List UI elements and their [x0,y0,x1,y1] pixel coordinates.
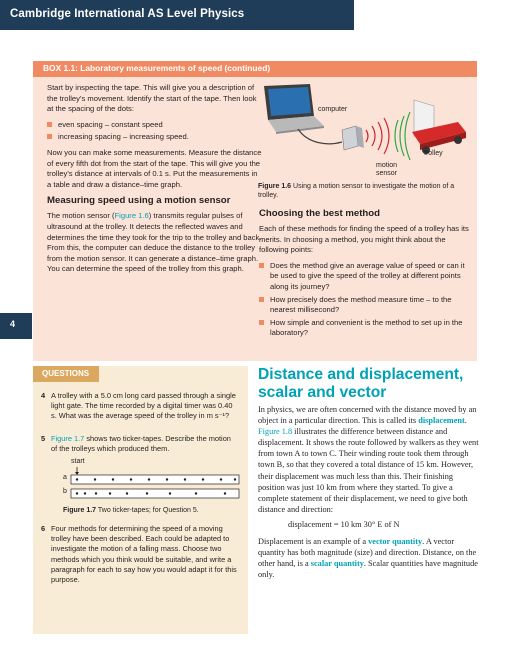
ticker-tapes-illustration [63,458,243,502]
label-tape-a: a [63,474,67,481]
keyword-scalar-quantity: scalar quantity [310,559,364,569]
list-item-text: increasing spacing – increasing speed. [58,132,189,142]
running-header [0,0,354,30]
text-run: . Scalar quantities have magnitude only. [258,559,478,580]
sensor-text-1: The motion sensor ( [47,211,115,221]
figure-1-6 [258,82,468,192]
label-computer: computer [318,106,348,113]
list-item [47,120,263,131]
list-item [259,261,471,293]
text-run: . [464,416,467,426]
measure-paragraph: Now you can make some measurements. Measure the distance of every fifth dot from the start of the tape. This will give you the trolley’s distance at intervals of 0.1 s. Put the measurements in a table and draw a distance–time graph. [47,147,262,189]
motion-sensor-illustration [258,82,468,182]
figure-1-8-link[interactable]: Figure 1.8 [258,427,293,437]
text-run: . A vector quantity has both magnitude (size) and direction. Distance, on the other hand, is a [258,537,477,569]
question-5 [41,434,239,454]
figure-1-6-link[interactable]: Figure 1.6 [114,211,149,221]
paragraph-vector-scalar [258,536,480,580]
sensor-text-2: ) transmits regular pulses of ultrasound at the trolley. It detects the reflected waves and determines the time they took for the trip to the trolley and back. From this, the computer can deduce the distance to the trolley from the motion sensor. It can generate a distance–time graph. You can determine the speed of the trolley from this graph. [47,211,262,274]
sensor-paragraph [47,211,263,275]
bullet-square-icon [259,320,264,325]
motion-sensor-icon [342,126,364,150]
question-6 [41,524,239,585]
label-tape-b: b [63,488,67,495]
caption-text: Two ticker-tapes; for Question 5. [97,507,199,514]
bullet-square-icon [259,297,264,302]
trolley-icon [412,100,466,154]
label-motion-sensor [376,162,397,178]
list-item-text: even spacing – constant speed [58,119,163,129]
figure-1-7 [63,458,243,502]
tape-a-icon [71,475,239,484]
tape-intro: Start by inspecting the tape. This will give you a description of the trolley’s movement. Identify the start of the tape. Then look at the spacing of the dots: [47,83,257,114]
question-text: shows two ticker-tapes. Describe the motion of the trolleys which produced them. [51,434,231,454]
keyword-vector-quantity: vector quantity [368,537,423,547]
section-heading: Distance and displacement, scalar and vector [258,366,464,401]
question-number: 4 [41,391,46,400]
box-left-column [47,83,263,280]
text-run: Displacement is an example of a [258,537,369,547]
cable-icon [298,129,342,144]
box-right-column [259,205,471,344]
list-item-text: How simple and convenient is the method to set up in the laboratory? [270,317,463,338]
ultrasound-waves-icon [366,118,389,154]
question-number: 5 [41,434,46,443]
spacing-list [47,120,263,143]
method-list [259,261,471,339]
question-4 [41,391,239,422]
page-number-tab [0,313,32,339]
bullet-square-icon [47,122,52,127]
label-sensor: sensor [376,170,398,177]
list-item [259,318,471,339]
text-run: In physics, we are often concerned with the distance moved by an object in a particular direction. This is called its [258,405,477,426]
questions-title: QUESTIONS [42,369,90,378]
list-item [47,132,263,143]
list-item-text: How precisely does the method measure time – to the nearest millisecond? [270,294,452,315]
figure-1-6-caption [258,182,472,200]
bullet-square-icon [47,134,52,139]
book-title: Cambridge International AS Level Physics [10,8,245,20]
reflected-waves-icon [395,112,410,160]
label-start: start [71,458,85,465]
question-number: 6 [41,524,46,533]
box-title: BOX 1.1: Laboratory measurements of speed (continued) [43,63,271,73]
list-item [259,295,471,316]
label-trolley: trolley [424,150,443,157]
displacement-equation: displacement = 10 km 30° E of N [288,519,400,529]
caption-number: Figure 1.7 [63,507,97,514]
label-motion: motion [376,162,398,169]
laptop-icon [264,84,324,134]
figure-1-7-caption [63,506,243,515]
question-text: Four methods for determining the speed of a moving trolley have been described. Each could be adapted to investigate the motion of a falling mass. Choose two methods which you think would be suitable, and write a paragraph for each to say how you would adapt it for this purpose. [51,524,237,585]
method-heading: Choosing the best method [259,208,380,219]
questions-box [33,366,248,634]
text-run: illustrates the difference between distance and displacement. It shows the route followed by walkers as they went from town A to town C. Their winding route took them through town B, so that they covered a total distance of 15 km. However, their displacement was much less than this. Their finishing position was just 10 km from where they started. To give a complete statement of their displacement, we need to give both distance and direction: [258,427,479,514]
method-paragraph: Each of these methods for finding the speed of a trolley has its merits. In choosing a method, you might think about the following points: [259,224,469,255]
paragraph-displacement [258,404,480,515]
box-header [33,61,477,77]
list-item-text: Does the method give an average value of speed or can it be used to give the speed of the trolley at different points along its journey? [270,260,465,291]
tape-b-icon [71,489,239,498]
page-number: 4 [10,319,16,329]
keyword-displacement: displacement [418,416,465,426]
sensor-heading: Measuring speed using a motion sensor [47,195,231,207]
caption-number: Figure 1.6 [258,183,292,190]
questions-header [33,366,99,382]
figure-1-7-link[interactable]: Figure 1.7 [51,434,85,443]
caption-text: Using a motion sensor to investigate the motion of a trolley. [258,183,455,199]
section-body [258,404,480,584]
bullet-square-icon [259,263,264,268]
question-text: A trolley with a 5.0 cm long card passed through a single light gate. The time recorded by a digital timer was 0.40 s. What was the average speed of the trolley in m s⁻¹? [51,391,236,421]
